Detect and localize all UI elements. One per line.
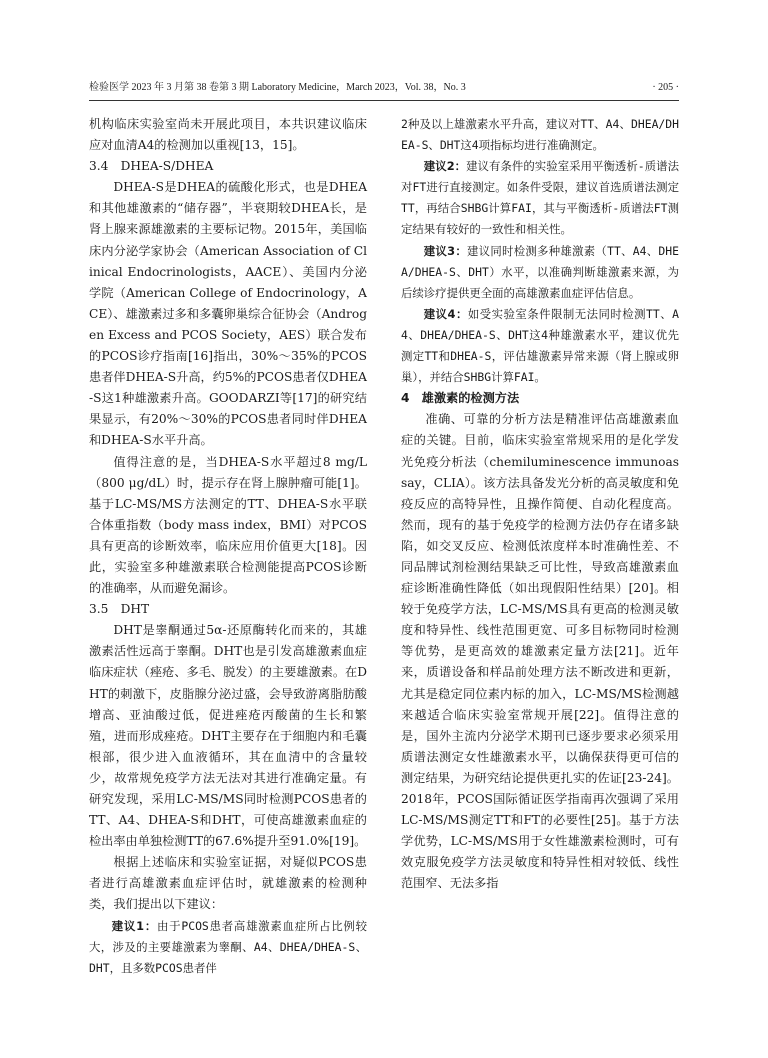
section-heading-3-4: 3.4 DHEA-S/DHEA <box>89 159 214 174</box>
page-number: · 205 · <box>652 82 679 93</box>
suggestion-3-text: 建议同时检测多种雄激素（TT、A4、DHEA/DHEA-S、DHT）水平，以准确判断雄激素来源，为后续诊疗提供更全面的高雄激素血症评估信息。 <box>401 243 679 300</box>
running-header <box>89 78 679 98</box>
suggestion-1-label: 建议1： <box>111 918 158 933</box>
section-heading-3-5: 3.5 DHT <box>89 602 150 617</box>
suggestion-1-continued: 2种及以上雄激素水平升高，建议对TT、A4、DHEA/DHEA-S、DHT这4项指标均进行准确测定。 <box>401 117 679 153</box>
paragraph-detection-methods: 准确、可靠的分析方法是精准评估高雄激素血症的关键。目前，临床实验室常规采用的是化学发光免疫分析法（chemiluminescence immunoassay，CLIA）。该方法具备发光分析的高灵敏度和免疫反应的高特异性，且操作简便、自动化程度高。然而，现有的基于免疫学的检测方法仍存在诸多缺陷，如交叉反应、检测低浓度样本时准确性差、不同品牌试剂检测结果缺乏可比性，导致高雄激素血症诊断准确性降低（如出现假阳性结果）[20]。相较于免疫学方法，LC-MS/MS具有更高的检测灵敏度和特异性、线性范围更宽、可多目标物同时检测等优势，是更高效的雄激素定量方法[21]。近年来，质谱设备和样品前处理方法不断改进和更新，尤其是稳定同位素内标的加入，LC-MS/MS检测越来越适合临床实验室常规开展[22]。值得注意的是，国外主流内分泌学术期刊已逐步要求必须采用质谱法测定女性雄激素水平，以确保获得更可信的测定结果，为研究结论提供更扎实的佐证[23-24]。2018年，PCOS国际循证医学指南再次强调了采用LC-MS/MS测定TT和FT的必要性[25]。基于方法学优势，LC-MS/MS用于女性雄激素检测时，可有效克服免疫学方法灵敏度和特异性相对较低、线性范围窄、无法多指 <box>401 412 679 891</box>
paragraph-a4-conclusion: 机构临床实验室尚未开展此项目，本共识建议临床应对血清A4的检测加以重视[13，15]。 <box>89 117 367 153</box>
suggestion-3 <box>401 241 679 304</box>
suggestion-3-label: 建议3： <box>423 243 468 258</box>
paragraph-recommendation-intro: 根据上述临床和实验室证据，对疑似PCOS患者进行高雄激素血症评估时，就雄激素的检测种类，我们提出以下建议： <box>89 855 367 912</box>
right-column <box>401 114 679 894</box>
left-column <box>89 114 367 979</box>
section-heading-4: 4 雄激素的检测方法 <box>401 391 520 406</box>
suggestion-2-label: 建议2： <box>423 159 467 174</box>
suggestion-2 <box>401 156 679 240</box>
suggestion-1 <box>89 916 367 979</box>
journal-citation: 检验医学 2023 年 3 月第 38 卷第 3 期 Laboratory Medicine，March 2023，Vol. 38，No. 3 <box>89 82 466 93</box>
suggestion-4-text: 如受实验室条件限制无法同时检测TT、A4、DHEA/DHEA-S、DHT这4种雄激素水平，建议优先测定TT和DHEA-S，评估雄激素异常来源（肾上腺或卵巢），并结合SHBG计算FAI。 <box>401 306 679 385</box>
paragraph-dht: DHT是睾酮通过5α-还原酶转化而来的，其雄激素活性远高于睾酮。DHT也是引发高雄激素血症临床症状（痤疮、多毛、脱发）的主要雄激素。在DHT的刺激下，皮脂腺分泌过盛，会导致游离脂肪酸增高、亚油酸过低，促进痤疮丙酸菌的生长和繁殖，进而形成痤疮。DHT主要存在于细胞内和毛囊根部，很少进入血液循环，其在血清中的含量较少，故常规免疫学方法无法对其进行准确定量。有研究发现，采用LC-MS/MS同时检测PCOS患者的TT、A4、DHEA-S和DHT，可使高雄激素血症的检出率由单独检测TT的67.6%提升至91.0%[19]。 <box>89 623 367 849</box>
suggestion-2-text: 建议有条件的实验室采用平衡透析-质谱法对FT进行直接测定。如条件受限，建议首选质谱法测定TT，再结合SHBG计算FAI，其与平衡透析-质谱法FT测定结果有较好的一致性和相关性。 <box>401 159 679 237</box>
paragraph-dhea-s-intro: DHEA-S是DHEA的硫酸化形式，也是DHEA和其他雄激素的“储存器”，半衰期较DHEA长，是肾上腺来源雄激素的主要标记物。2015年，美国临床内分泌学家协会（American Association of Clinical Endocrinologists，AACE）、美国内分泌学院（American College of Endocrinology，ACE）、雄激素过多和多囊卵巢综合征协会（Androgen Excess and PCOS Society，AES）联合发布的PCOS诊疗指南[16]指出，30%～35%的PCOS患者伴DHEA-S升高，约5%的PCOS患者仅DHEA-S这1种雄激素升高。GOODARZI等[17]的研究结果显示，有20%～30%的PCOS患者同时伴DHEA和DHEA-S水平升高。 <box>89 180 367 448</box>
suggestion-4 <box>401 304 679 388</box>
paragraph-dhea-s-note: 值得注意的是，当DHEA-S水平超过8 mg/L（800 μg/dL）时，提示存在肾上腺肿瘤可能[1]。基于LC-MS/MS方法测定的TT、DHEA-S水平联合体重指数（body mass index，BMI）对PCOS具有更高的诊断效率，临床应用价值更大[18]。因此，实验室多种雄激素联合检测能提高PCOS诊断的准确率，从而避免漏诊。 <box>89 454 367 596</box>
header-divider <box>89 100 679 101</box>
suggestion-4-label: 建议4： <box>423 306 468 321</box>
suggestion-1-text: 由于PCOS患者高雄激素血症所占比例较大，涉及的主要雄激素为睾酮、A4、DHEA/DHEA-S、DHT，且多数PCOS患者伴 <box>89 918 367 975</box>
